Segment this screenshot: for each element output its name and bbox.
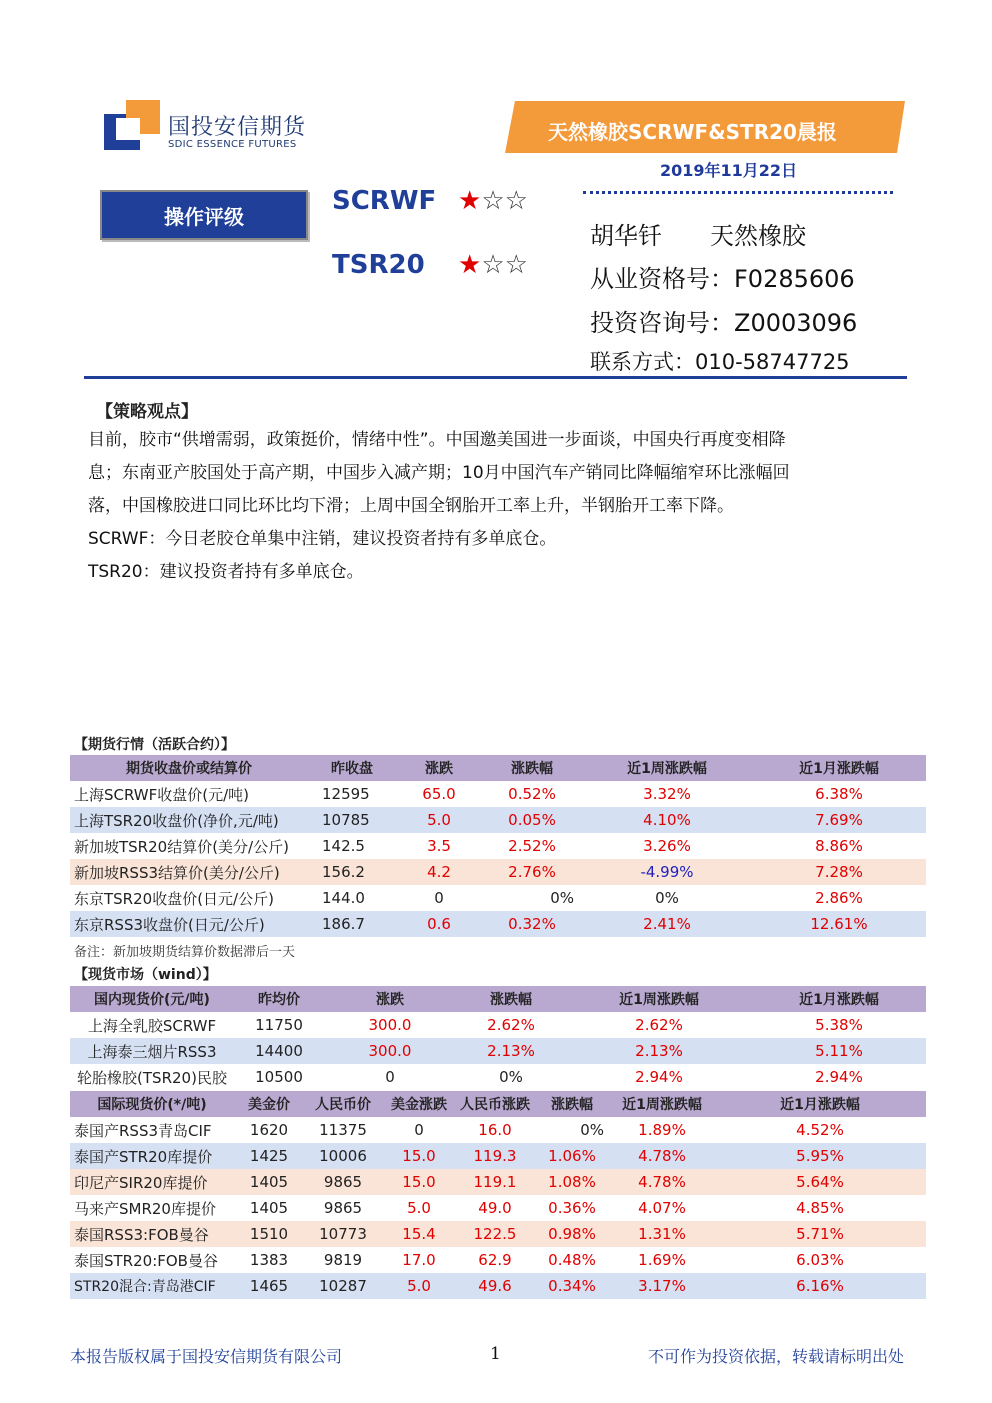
table-header-row: [70, 1091, 926, 1117]
table-cell: 1620: [234, 1117, 304, 1143]
table-header-row: [70, 986, 926, 1012]
table-cell: 0: [396, 885, 482, 911]
table-cell: 4.2: [396, 859, 482, 885]
table-cell: 2.52%: [482, 833, 582, 859]
column-header: 近1月涨跌幅: [752, 986, 926, 1012]
column-header: 人民币价: [304, 1091, 382, 1117]
table-cell: 1425: [234, 1143, 304, 1169]
dotted-divider: [583, 191, 893, 194]
table-cell: 4.78%: [610, 1169, 714, 1195]
table-cell: 1465: [234, 1273, 304, 1299]
table-row: [70, 1038, 926, 1064]
table-cell: 1.89%: [610, 1117, 714, 1143]
strategy-line: SCRWF：今日老胶仓单集中注销，建议投资者持有多单底仓。: [88, 529, 557, 549]
strategy-line: TSR20：建议投资者持有多单底仓。: [88, 562, 364, 582]
rating-label-box: 操作评级: [100, 190, 308, 240]
table-cell: 0.36%: [534, 1195, 610, 1221]
table-cell: 4.52%: [714, 1117, 926, 1143]
table-cell: 0%: [534, 1117, 610, 1143]
table-header-row: [70, 755, 926, 781]
table-cell: 0.48%: [534, 1247, 610, 1273]
table-cell: 2.76%: [482, 859, 582, 885]
report-title: 天然橡胶SCRWF&STR20晨报: [548, 120, 837, 144]
table-cell: 9865: [304, 1195, 382, 1221]
table-row: [70, 1247, 926, 1273]
table-row: [70, 1273, 926, 1299]
analyst-name: 胡华钎 天然橡胶: [590, 222, 806, 250]
table-cell: 156.2: [308, 859, 396, 885]
international-spot-table: [70, 1091, 926, 1299]
table-cell: 119.3: [456, 1143, 534, 1169]
table-cell: 0.05%: [482, 807, 582, 833]
table-row: [70, 885, 926, 911]
table-cell: 4.10%: [582, 807, 752, 833]
table-cell: 4.85%: [714, 1195, 926, 1221]
column-header: 涨跌: [324, 986, 456, 1012]
column-header: 近1周涨跌幅: [582, 755, 752, 781]
table-cell: 马来产SMR20库提价: [70, 1195, 234, 1221]
table-cell: 1510: [234, 1221, 304, 1247]
table-cell: 2.62%: [566, 1012, 752, 1038]
page-number: 1: [490, 1344, 501, 1364]
table-cell: STR20混合:青岛港CIF: [70, 1273, 234, 1299]
header-rule: [84, 376, 907, 379]
table-cell: 1383: [234, 1247, 304, 1273]
column-header: 期货收盘价或结算价: [70, 755, 308, 781]
table-cell: 0: [382, 1117, 456, 1143]
strategy-line: 息；东南亚产胶国处于高产期，中国步入减产期；10月中国汽车产销同比降幅缩窄环比涨幅回: [88, 463, 790, 483]
strategy-line: 目前，胶市“供增需弱，政策挺价，情绪中性”。中国邀美国进一步面谈，中国央行再度变相降: [88, 430, 786, 450]
rating-product-tsr20: TSR20: [332, 250, 425, 280]
table-cell: 2.94%: [752, 1064, 926, 1090]
table-cell: 12.61%: [752, 911, 926, 937]
table-cell: 142.5: [308, 833, 396, 859]
futures-table: [70, 755, 926, 937]
table-cell: 2.86%: [752, 885, 926, 911]
column-header: 人民币涨跌: [456, 1091, 534, 1117]
table-cell: 11375: [304, 1117, 382, 1143]
strategy-title: 【策略观点】: [96, 402, 198, 422]
star-empty-icon: ☆☆: [481, 250, 528, 280]
table-cell: 5.0: [382, 1273, 456, 1299]
table-cell: 0.6: [396, 911, 482, 937]
table-cell: 泰国产STR20库提价: [70, 1143, 234, 1169]
table-cell: 东京RSS3收盘价(日元/公斤): [70, 911, 308, 937]
table-cell: 轮胎橡胶(TSR20)民胶: [70, 1064, 234, 1090]
table-cell: 6.16%: [714, 1273, 926, 1299]
table-cell: 6.03%: [714, 1247, 926, 1273]
column-header: 国际现货价(*/吨): [70, 1091, 234, 1117]
table-cell: 10287: [304, 1273, 382, 1299]
spot-table-title: 【现货市场（wind）】: [74, 967, 217, 983]
table-cell: 49.6: [456, 1273, 534, 1299]
table-cell: 186.7: [308, 911, 396, 937]
table-cell: -4.99%: [582, 859, 752, 885]
table-row: [70, 807, 926, 833]
table-cell: 5.11%: [752, 1038, 926, 1064]
star-filled-icon: ★: [458, 186, 482, 216]
table-cell: 5.64%: [714, 1169, 926, 1195]
table-cell: 上海TSR20收盘价(净价,元/吨): [70, 807, 308, 833]
table-cell: 300.0: [324, 1038, 456, 1064]
column-header: 近1周涨跌幅: [610, 1091, 714, 1117]
table-row: [70, 1221, 926, 1247]
table-cell: 14400: [234, 1038, 324, 1064]
table-cell: 上海SCRWF收盘价(元/吨): [70, 781, 308, 807]
table-row: [70, 1117, 926, 1143]
report-date: 2019年11月22日: [660, 161, 798, 180]
table-cell: 0.52%: [482, 781, 582, 807]
table-cell: 1.31%: [610, 1221, 714, 1247]
table-cell: 上海全乳胶SCRWF: [70, 1012, 234, 1038]
rating-product-scrwf: SCRWF: [332, 186, 437, 216]
table-cell: 4.78%: [610, 1143, 714, 1169]
table-cell: 5.71%: [714, 1221, 926, 1247]
table-cell: 泰国产RSS3青岛CIF: [70, 1117, 234, 1143]
table-cell: 3.32%: [582, 781, 752, 807]
table-row: [70, 1064, 926, 1090]
column-header: 昨收盘: [308, 755, 396, 781]
table-cell: 7.69%: [752, 807, 926, 833]
table-cell: 62.9: [456, 1247, 534, 1273]
table-cell: 11750: [234, 1012, 324, 1038]
rating-stars-scrwf: [458, 186, 528, 216]
table-cell: 15.0: [382, 1143, 456, 1169]
star-filled-icon: ★: [458, 250, 482, 280]
column-header: 涨跌幅: [482, 755, 582, 781]
column-header: 国内现货价(元/吨): [70, 986, 234, 1012]
table-cell: 1.06%: [534, 1143, 610, 1169]
column-header: 近1周涨跌幅: [566, 986, 752, 1012]
table-cell: 新加坡RSS3结算价(美分/公斤): [70, 859, 308, 885]
table-cell: 10006: [304, 1143, 382, 1169]
table-cell: 0: [324, 1064, 456, 1090]
table-cell: 12595: [308, 781, 396, 807]
footer-copyright: 本报告版权属于国投安信期货有限公司: [70, 1347, 343, 1366]
column-header: 涨跌: [396, 755, 482, 781]
table-cell: 10785: [308, 807, 396, 833]
company-name-cn: 国投安信期货: [168, 115, 307, 140]
table-cell: 0%: [582, 885, 752, 911]
table-cell: 泰国RSS3:FOB曼谷: [70, 1221, 234, 1247]
table-cell: 5.95%: [714, 1143, 926, 1169]
table-row: [70, 1012, 926, 1038]
table-row: [70, 1169, 926, 1195]
table-cell: 新加坡TSR20结算价(美分/公斤): [70, 833, 308, 859]
table-row: [70, 833, 926, 859]
table-cell: 0.98%: [534, 1221, 610, 1247]
table-cell: 3.5: [396, 833, 482, 859]
strategy-text: [88, 424, 908, 589]
table-cell: 0.34%: [534, 1273, 610, 1299]
analyst-consult-number: 投资咨询号：Z0003096: [590, 309, 858, 337]
table-cell: 东京TSR20收盘价(日元/公斤): [70, 885, 308, 911]
table-cell: 1.08%: [534, 1169, 610, 1195]
table-cell: 2.13%: [566, 1038, 752, 1064]
footer-disclaimer: 不可作为投资依据，转载请标明出处: [648, 1347, 905, 1366]
table-cell: 3.26%: [582, 833, 752, 859]
table-cell: 印尼产SIR20库提价: [70, 1169, 234, 1195]
table-cell: 9865: [304, 1169, 382, 1195]
table-row: [70, 1195, 926, 1221]
table-cell: 5.0: [396, 807, 482, 833]
table-cell: 65.0: [396, 781, 482, 807]
futures-table-title: 【期货行情（活跃合约）】: [74, 737, 235, 753]
analyst-license: 从业资格号：F0285606: [590, 265, 855, 293]
table-row: [70, 859, 926, 885]
analyst-contact: 联系方式：010-58747725: [590, 350, 850, 374]
table-cell: 0%: [456, 1064, 566, 1090]
column-header: 昨均价: [234, 986, 324, 1012]
table-cell: 3.17%: [610, 1273, 714, 1299]
strategy-line: 落，中国橡胶进口同比环比均下滑；上周中国全钢胎开工率上升，半钢胎开工率下降。: [88, 496, 734, 516]
table-cell: 7.28%: [752, 859, 926, 885]
company-name-en: SDIC ESSENCE FUTURES: [168, 139, 297, 150]
domestic-spot-table: [70, 986, 926, 1090]
table-cell: 144.0: [308, 885, 396, 911]
table-cell: 5.38%: [752, 1012, 926, 1038]
table-cell: 6.38%: [752, 781, 926, 807]
table-cell: 2.41%: [582, 911, 752, 937]
column-header: 近1月涨跌幅: [714, 1091, 926, 1117]
table-cell: 2.13%: [456, 1038, 566, 1064]
table-cell: 泰国STR20:FOB曼谷: [70, 1247, 234, 1273]
table-cell: 17.0: [382, 1247, 456, 1273]
futures-note: 备注：新加坡期货结算价数据滞后一天: [74, 945, 296, 960]
table-cell: 10773: [304, 1221, 382, 1247]
column-header: 美金价: [234, 1091, 304, 1117]
table-cell: 10500: [234, 1064, 324, 1090]
table-cell: 8.86%: [752, 833, 926, 859]
table-row: [70, 1143, 926, 1169]
table-cell: 122.5: [456, 1221, 534, 1247]
table-cell: 0.32%: [482, 911, 582, 937]
table-cell: 5.0: [382, 1195, 456, 1221]
column-header: 美金涨跌: [382, 1091, 456, 1117]
table-cell: 16.0: [456, 1117, 534, 1143]
company-logo-icon: [104, 100, 160, 150]
column-header: 涨跌幅: [456, 986, 566, 1012]
column-header: 近1月涨跌幅: [752, 755, 926, 781]
rating-stars-tsr20: [458, 250, 528, 280]
table-cell: 1405: [234, 1195, 304, 1221]
table-row: [70, 781, 926, 807]
table-cell: 2.94%: [566, 1064, 752, 1090]
table-cell: 15.0: [382, 1169, 456, 1195]
table-cell: 上海泰三烟片RSS3: [70, 1038, 234, 1064]
table-cell: 1405: [234, 1169, 304, 1195]
column-header: 涨跌幅: [534, 1091, 610, 1117]
table-cell: 9819: [304, 1247, 382, 1273]
table-cell: 0%: [482, 885, 582, 911]
star-empty-icon: ☆☆: [481, 186, 528, 216]
table-cell: 49.0: [456, 1195, 534, 1221]
table-row: [70, 911, 926, 937]
table-cell: 1.69%: [610, 1247, 714, 1273]
table-cell: 119.1: [456, 1169, 534, 1195]
table-cell: 300.0: [324, 1012, 456, 1038]
table-cell: 15.4: [382, 1221, 456, 1247]
table-cell: 4.07%: [610, 1195, 714, 1221]
table-cell: 2.62%: [456, 1012, 566, 1038]
